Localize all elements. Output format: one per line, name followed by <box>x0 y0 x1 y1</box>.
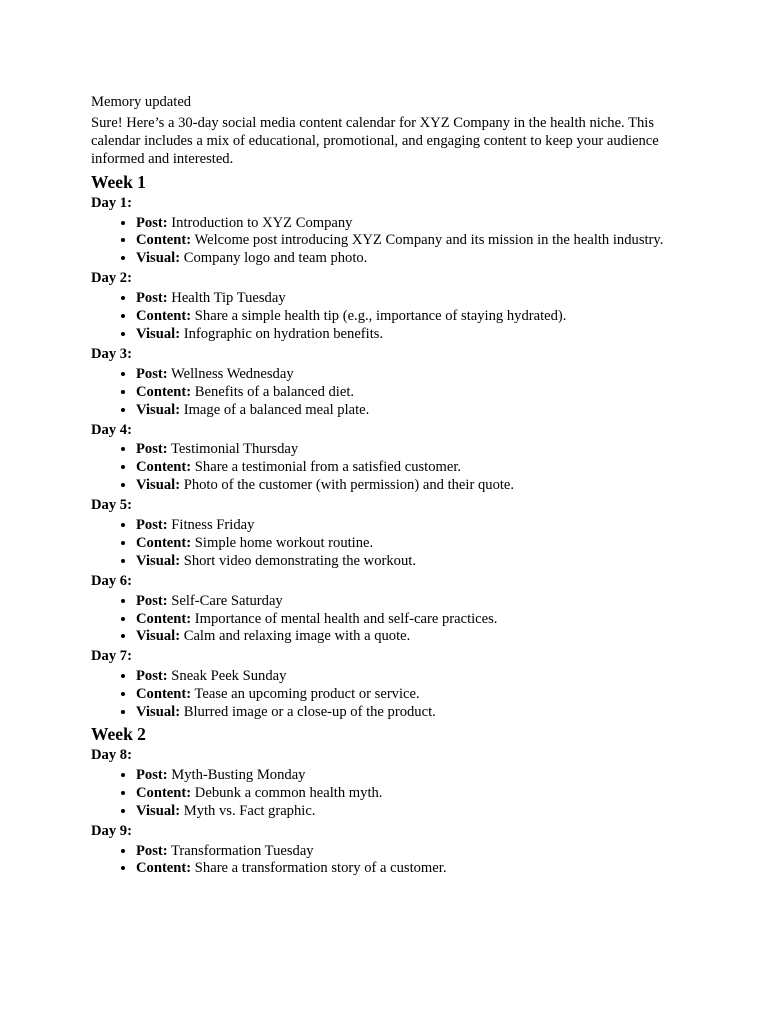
day-heading: Day 8: <box>91 747 132 763</box>
list-item <box>136 308 691 326</box>
item-text: Debunk a common health myth. <box>194 784 383 801</box>
day-heading: Day 1: <box>91 194 132 211</box>
list-item <box>136 593 691 611</box>
item-text: Myth-Busting Monday <box>171 766 306 783</box>
day-heading: Day 7: <box>91 648 132 665</box>
item-text: Introduction to XYZ Company <box>171 214 353 231</box>
item-text: Myth vs. Fact graphic. <box>183 802 316 819</box>
list-item <box>136 803 691 821</box>
item-text: Self-Care Saturday <box>171 592 283 609</box>
list-item <box>136 366 691 384</box>
item-label: Visual: <box>136 250 181 267</box>
item-text: Share a transformation story of a customer. <box>194 860 447 877</box>
memory-updated-notice: Memory updated <box>91 94 192 110</box>
day-item-list <box>91 668 691 722</box>
list-item <box>136 326 691 344</box>
item-text: Testimonial Thursday <box>171 441 299 458</box>
item-label: Visual: <box>136 477 181 494</box>
list-item <box>136 441 691 459</box>
list-item <box>136 785 691 803</box>
item-label: Post: <box>136 766 168 783</box>
item-text: Share a testimonial from a satisfied customer. <box>194 459 462 476</box>
list-item <box>136 686 691 704</box>
day-item-list <box>91 290 691 344</box>
item-label: Post: <box>136 365 168 382</box>
item-label: Post: <box>136 592 168 609</box>
day-item-list <box>91 441 691 495</box>
list-item <box>136 402 691 420</box>
item-text: Image of a balanced meal plate. <box>183 401 370 418</box>
item-label: Content: <box>136 610 192 627</box>
calendar-weeks <box>91 172 691 879</box>
item-text: Wellness Wednesday <box>171 365 294 382</box>
item-label: Post: <box>136 517 168 534</box>
list-item <box>136 767 691 785</box>
item-label: Content: <box>136 383 192 400</box>
list-item <box>136 250 691 268</box>
list-item <box>136 628 691 646</box>
item-label: Visual: <box>136 802 181 819</box>
item-text: Sneak Peek Sunday <box>171 668 287 685</box>
item-text: Health Tip Tuesday <box>171 290 286 307</box>
item-label: Content: <box>136 860 192 877</box>
item-text: Short video demonstrating the workout. <box>183 552 416 569</box>
item-text: Fitness Friday <box>171 517 255 534</box>
week-heading: Week 2 <box>91 724 146 744</box>
list-item <box>136 553 691 571</box>
day-heading: Day 4: <box>91 421 132 438</box>
list-item <box>136 843 691 861</box>
list-item <box>136 384 691 402</box>
item-text: Share a simple health tip (e.g., importance of staying hydrated). <box>194 308 567 325</box>
item-text: Tease an upcoming product or service. <box>194 686 420 703</box>
item-label: Post: <box>136 441 168 458</box>
day-item-list <box>91 593 691 647</box>
item-label: Visual: <box>136 325 181 342</box>
list-item <box>136 668 691 686</box>
item-label: Visual: <box>136 628 181 645</box>
day-item-list <box>91 366 691 420</box>
item-label: Visual: <box>136 704 181 721</box>
week-heading: Week 1 <box>91 171 146 192</box>
list-item <box>136 477 691 495</box>
item-label: Post: <box>136 290 168 307</box>
item-label: Content: <box>136 686 192 703</box>
item-label: Post: <box>136 214 168 231</box>
item-text: Importance of mental health and self-care practices. <box>194 610 498 627</box>
item-text: Company logo and team photo. <box>183 250 368 267</box>
item-text: Infographic on hydration benefits. <box>183 325 384 342</box>
day-heading: Day 3: <box>91 345 132 362</box>
item-label: Visual: <box>136 552 181 569</box>
item-label: Content: <box>136 308 192 325</box>
item-text: Benefits of a balanced diet. <box>194 383 355 400</box>
item-label: Visual: <box>136 401 181 418</box>
day-item-list <box>91 767 691 821</box>
day-heading: Day 9: <box>91 822 132 839</box>
day-item-list <box>91 843 691 879</box>
day-heading: Day 2: <box>91 270 132 287</box>
list-item <box>136 459 691 477</box>
item-text: Photo of the customer (with permission) and their quote. <box>183 477 515 494</box>
list-item <box>136 215 691 233</box>
list-item <box>136 611 691 629</box>
item-label: Content: <box>136 784 192 801</box>
item-label: Content: <box>136 534 192 551</box>
list-item <box>136 290 691 308</box>
list-item <box>136 517 691 535</box>
item-text: Simple home workout routine. <box>194 534 374 551</box>
item-label: Post: <box>136 668 168 685</box>
item-label: Content: <box>136 459 192 476</box>
item-text: Calm and relaxing image with a quote. <box>183 628 411 645</box>
item-text: Welcome post introducing XYZ Company and its mission in the health industry. <box>194 232 664 249</box>
list-item <box>136 232 691 250</box>
list-item <box>136 860 691 878</box>
item-label: Post: <box>136 842 168 859</box>
list-item <box>136 704 691 722</box>
intro-paragraph: Sure! Here’s a 30-day social media content calendar for XYZ Company in the health niche. This calendar includes a mix of educational, promotional, and engaging content to keep your audience informed and interested. <box>91 114 659 167</box>
day-item-list <box>91 215 691 269</box>
day-heading: Day 6: <box>91 572 132 589</box>
document-body <box>91 94 691 880</box>
item-text: Blurred image or a close-up of the product. <box>183 704 436 721</box>
day-heading: Day 5: <box>91 497 132 514</box>
item-label: Content: <box>136 232 192 249</box>
day-item-list <box>91 517 691 571</box>
list-item <box>136 535 691 553</box>
item-text: Transformation Tuesday <box>171 842 314 859</box>
